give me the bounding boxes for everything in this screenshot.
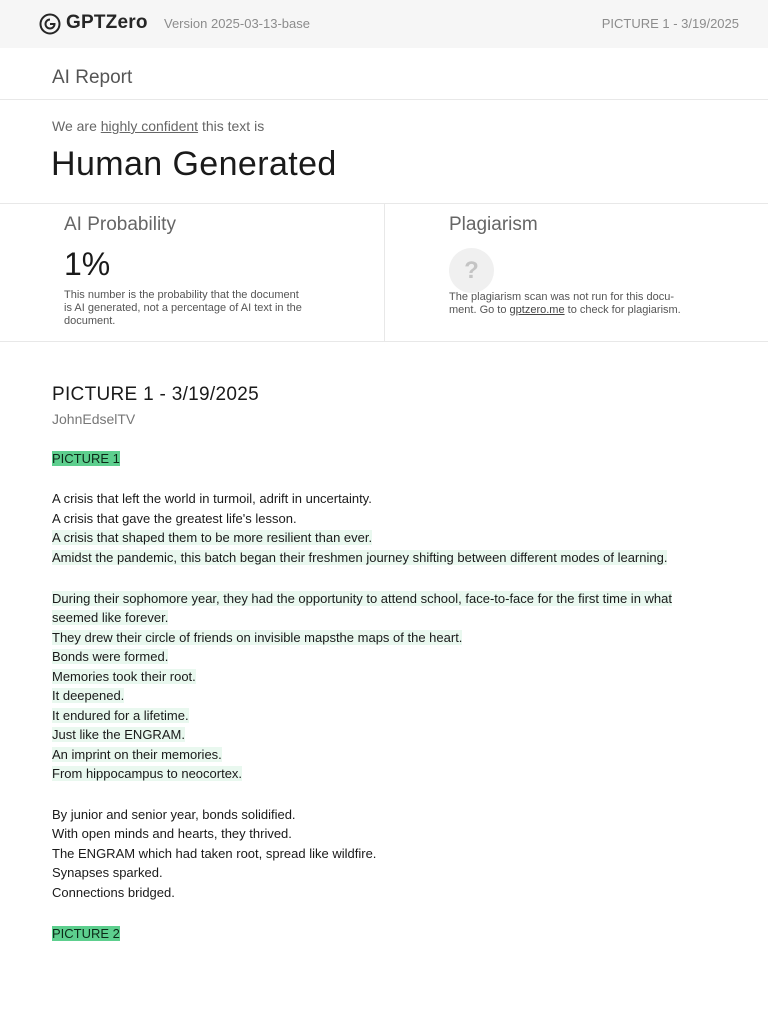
version-label: Version 2025-03-13-base bbox=[164, 16, 310, 31]
divider bbox=[0, 99, 768, 100]
confidence-level-link[interactable]: highly confident bbox=[100, 118, 199, 134]
highlighted-line: A crisis that shaped them to be more resilient than ever. bbox=[52, 530, 373, 545]
highlighted-line: Amidst the pandemic, this batch began their freshmen journey shifting between different modes of learning. bbox=[52, 550, 668, 565]
highlighted-line: seemed like forever. bbox=[52, 610, 169, 625]
top-bar bbox=[0, 0, 768, 48]
text-line: Connections bridged. bbox=[52, 885, 175, 900]
text-line: A crisis that gave the greatest life's lesson. bbox=[52, 511, 297, 526]
text-line: The ENGRAM which had taken root, spread like wildfire. bbox=[52, 846, 377, 861]
ai-probability-value: 1% bbox=[64, 246, 111, 282]
plagiarism-title: Plagiarism bbox=[449, 214, 538, 235]
plagiarism-note: The plagiarism scan was not run for this docu- ment. Go to gptzero.me to check for plagiarism. bbox=[449, 291, 681, 316]
highlighted-line: Just like the ENGRAM. bbox=[52, 727, 185, 742]
text-line: Synapses sparked. bbox=[52, 865, 163, 880]
question-icon: ? bbox=[449, 248, 494, 293]
text-line: With open minds and hearts, they thrived. bbox=[52, 826, 292, 841]
highlighted-line: From hippocampus to neocortex. bbox=[52, 766, 243, 781]
text-line: A crisis that left the world in turmoil, adrift in uncertainty. bbox=[52, 491, 372, 506]
confidence-statement: We are highly confident this text is bbox=[52, 118, 265, 134]
text-line: By junior and senior year, bonds solidified. bbox=[52, 807, 296, 822]
ai-probability-title: AI Probability bbox=[64, 214, 176, 235]
section-tag: PICTURE 2 bbox=[52, 926, 120, 941]
highlighted-line: Memories took their root. bbox=[52, 669, 196, 684]
gptzero-link[interactable]: gptzero.me bbox=[509, 304, 565, 316]
report-title: AI Report bbox=[52, 67, 133, 88]
highlighted-line: An imprint on their memories. bbox=[52, 747, 222, 762]
highlighted-line: It deepened. bbox=[52, 688, 125, 703]
ai-probability-note: This number is the probability that the document is AI generated, not a percentage of AI text in the document. bbox=[64, 289, 302, 327]
highlighted-line: Bonds were formed. bbox=[52, 649, 169, 664]
highlighted-line: They drew their circle of friends on invisible mapsthe maps of the heart. bbox=[52, 630, 463, 645]
verdict: Human Generated bbox=[51, 145, 337, 183]
section-tag: PICTURE 1 bbox=[52, 451, 120, 466]
highlighted-line: It endured for a lifetime. bbox=[52, 708, 189, 723]
document-title: PICTURE 1 - 3/19/2025 bbox=[52, 384, 259, 405]
divider bbox=[0, 341, 768, 342]
document-author: JohnEdselTV bbox=[52, 411, 136, 427]
brand-name: GPTZero bbox=[66, 12, 148, 33]
gptzero-logo-icon bbox=[39, 13, 61, 35]
card-divider bbox=[384, 204, 385, 341]
document-label: PICTURE 1 - 3/19/2025 bbox=[601, 16, 739, 31]
highlighted-line: During their sophomore year, they had the opportunity to attend school, face-to-face for the first time in what bbox=[52, 591, 673, 606]
